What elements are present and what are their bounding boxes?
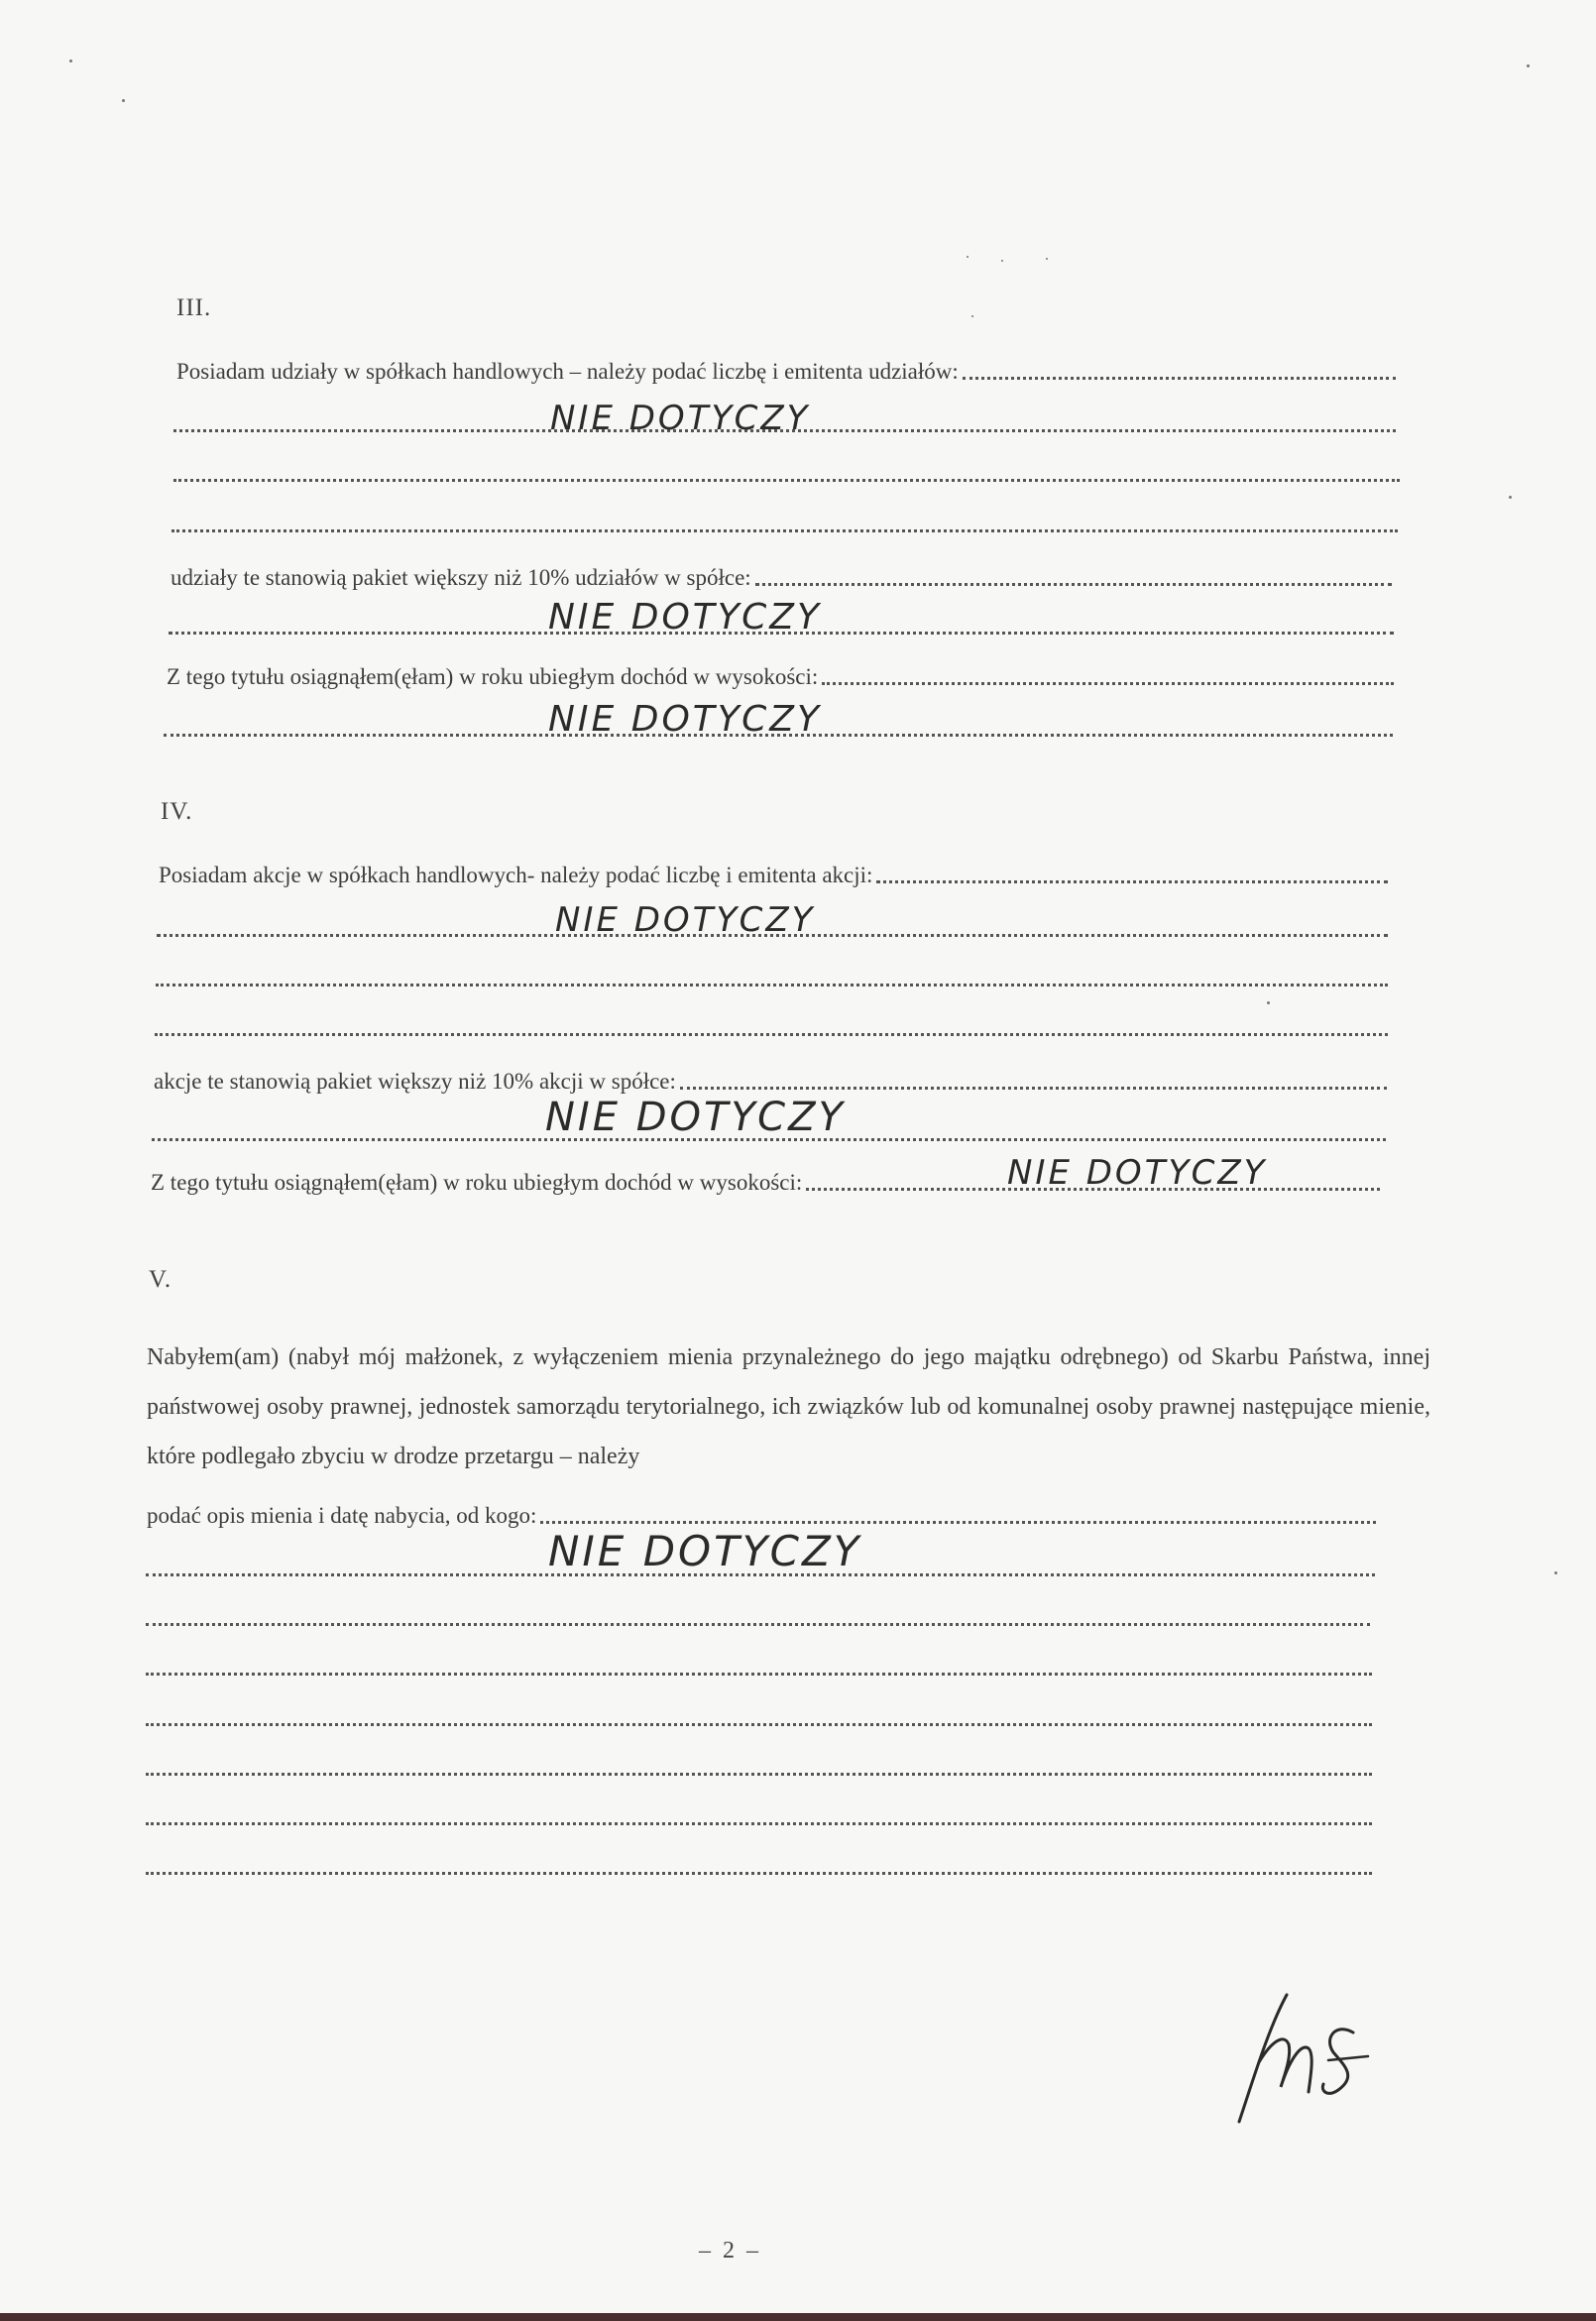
scan-speck xyxy=(1509,496,1512,499)
fill-dots xyxy=(155,1029,1388,1036)
section-iv-stocks-line xyxy=(159,861,1388,890)
section-iv-handwritten-answer-2: NIE DOTYCZY xyxy=(545,1095,846,1140)
fill-dots xyxy=(173,475,1400,482)
section-iii-income-label: Z tego tytułu osiągnąłem(ęłam) w roku ubiegłym dochód w wysokości: xyxy=(167,664,819,689)
blank-line xyxy=(146,1753,1372,1783)
section-iv-handwritten-answer-3: NIE DOTYCZY xyxy=(1007,1153,1268,1193)
section-iii-package-label: udziały te stanowią pakiet większy niż 10% udziałów w spółce: xyxy=(171,565,751,590)
section-v-handwritten-answer: NIE DOTYCZY xyxy=(548,1527,862,1575)
blank-line xyxy=(171,510,1398,539)
fill-dots xyxy=(755,579,1392,586)
blank-line xyxy=(146,1852,1372,1882)
fill-dots xyxy=(146,1818,1372,1825)
section-iv-stocks-label: Posiadam akcje w spółkach handlowych- należy podać liczbę i emitenta akcji: xyxy=(159,863,873,887)
fill-dots xyxy=(822,678,1394,685)
section-iii-shares-line xyxy=(176,357,1396,387)
blank-line xyxy=(146,1603,1370,1633)
fill-dots xyxy=(146,1769,1372,1776)
scan-bottom-edge xyxy=(0,2313,1596,2321)
fill-dots xyxy=(540,1517,1376,1524)
fill-dots xyxy=(146,1619,1370,1626)
page-number: – 2 – xyxy=(699,2238,761,2263)
fill-dots xyxy=(963,373,1396,380)
section-iv-handwritten-answer-1: NIE DOTYCZY xyxy=(555,900,816,940)
scan-speck xyxy=(967,256,969,258)
section-iii-shares-label: Posiadam udziały w spółkach handlowych – należy podać liczbę i emitenta udziałów: xyxy=(176,359,959,384)
section-iv-package-line xyxy=(154,1067,1387,1097)
section-iii-handwritten-answer-2: NIE DOTYCZY xyxy=(548,597,822,638)
scan-speck xyxy=(1046,258,1048,260)
fill-dots xyxy=(146,1719,1372,1726)
section-iii-handwritten-answer-3: NIE DOTYCZY xyxy=(548,699,822,740)
fill-dots xyxy=(146,1669,1372,1676)
section-iv-package-label: akcje te stanowią pakiet większy niż 10% akcji w spółce: xyxy=(154,1069,676,1094)
section-iv-income-label: Z tego tytułu osiągnąłem(ęłam) w roku ubiegłym dochód w wysokości: xyxy=(151,1170,803,1195)
blank-line xyxy=(155,1013,1388,1043)
blank-line xyxy=(146,1703,1372,1733)
scan-speck xyxy=(1267,1001,1270,1004)
section-v-paragraph: Nabyłem(am) (nabył mój małżonek, z wyłączeniem mienia przynależnego do jego majątku odrębnego) od Skarbu Państwa, innej państwowej osoby prawnej, jednostek samorządu terytorialnego, ich związków lub od komunalnej osoby prawnej następujące mienie, które podlegało zbyciu w drodze przetargu – należy xyxy=(147,1344,1430,1469)
blank-line xyxy=(173,459,1400,489)
fill-dots xyxy=(876,876,1388,883)
scan-speck xyxy=(1554,1571,1557,1574)
scan-speck xyxy=(1001,260,1003,262)
section-v-description-label: podać opis mienia i datę nabycia, od kogo: xyxy=(147,1503,537,1528)
section-iii-heading: III. xyxy=(176,294,212,321)
fill-dots xyxy=(156,980,1388,986)
fill-dots xyxy=(680,1083,1387,1090)
blank-line xyxy=(146,1653,1372,1683)
section-iii-package-line xyxy=(171,563,1392,593)
blank-line xyxy=(146,1802,1372,1832)
signature-mark xyxy=(1229,1983,1408,2132)
fill-dots xyxy=(171,525,1398,532)
scan-speck xyxy=(69,59,72,62)
section-iii-income-line xyxy=(167,662,1394,692)
blank-line xyxy=(156,964,1388,993)
scan-speck xyxy=(971,315,973,317)
section-iv-heading: IV. xyxy=(161,798,193,825)
scan-speck xyxy=(122,99,125,102)
scan-speck xyxy=(1527,64,1530,67)
fill-dots xyxy=(146,1868,1372,1875)
section-iii-handwritten-answer-1: NIE DOTYCZY xyxy=(550,399,811,438)
section-v-heading: V. xyxy=(149,1266,172,1293)
